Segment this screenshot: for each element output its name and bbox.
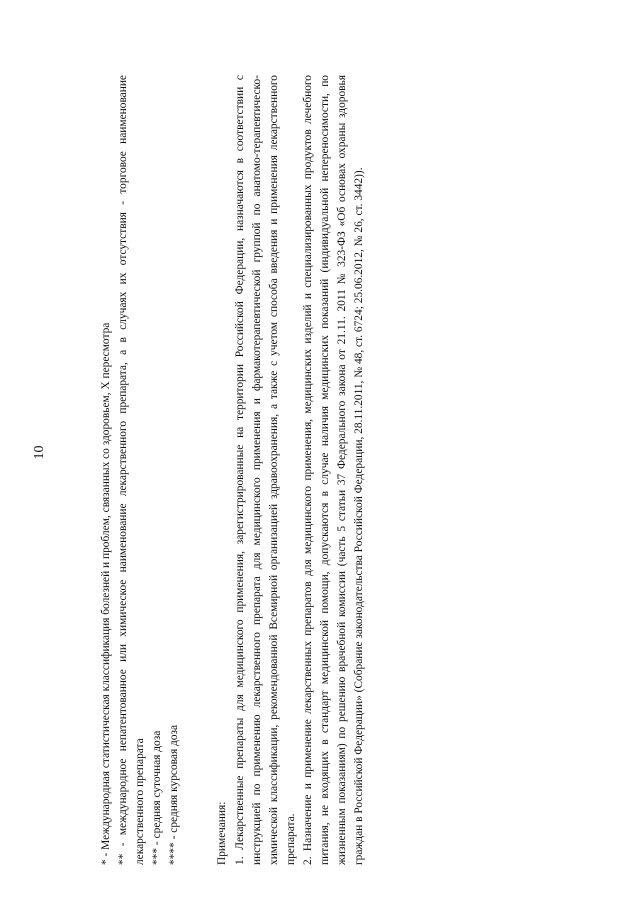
footnote-daily-dose: *** - средняя суточная доза	[151, 730, 163, 865]
note-1-text: 1. Лекарственные препараты для медицинского применения, зарегистрированные на территории Российской Федерации, назначаются в соответствии с инструкцией по применению лекарственного препарата для медицинского применения и фармакотерапевтической группой по анатомо-терапевтическо-химической классификации, рекомендованной Всемирной организацией здравоохранения, а также с учетом способа введения и применения лекарственного препарата.	[234, 75, 297, 865]
footnote-icd: * - Международная статистическая классификация болезней и проблем, связанных со здоровьем, X пересмотра	[100, 322, 112, 865]
note-2-text: 2. Назначение и применение лекарственных препаратов для медицинского применения, медицинских изделий и специализированных продуктов лечебного питания, не входящих в стандарт медицинской помощи, допускаются в случае наличия медицинских показаний (индивидуальной непереносимости, по жизненным показаниям) по решению врачебной комиссии (часть 5 статьи 37 Федерального закона от 21.11. 2011 № 323-ФЗ «Об основах охраны здоровья граждан в Российской Федерации» (Собрание законодательства Российской Федерации, 28.11.2011, № 48, ст. 6724; 25.06.2012, № 26, ст. 3442)).	[302, 75, 365, 865]
note-item	[232, 75, 300, 865]
footnote-course-dose: **** - средняя курсовая доза	[168, 724, 180, 865]
notes-title: Примечания:	[216, 801, 228, 865]
page-number: 10	[32, 445, 47, 460]
notes-section	[214, 75, 368, 865]
footnotes	[98, 75, 183, 865]
footnote-inn: ** - международное непатентованное или химическое наименование лекарственного препарата, а в случаях их отсутствия - торговое наименование лекарственного препарата	[117, 75, 146, 865]
note-item	[300, 75, 368, 865]
